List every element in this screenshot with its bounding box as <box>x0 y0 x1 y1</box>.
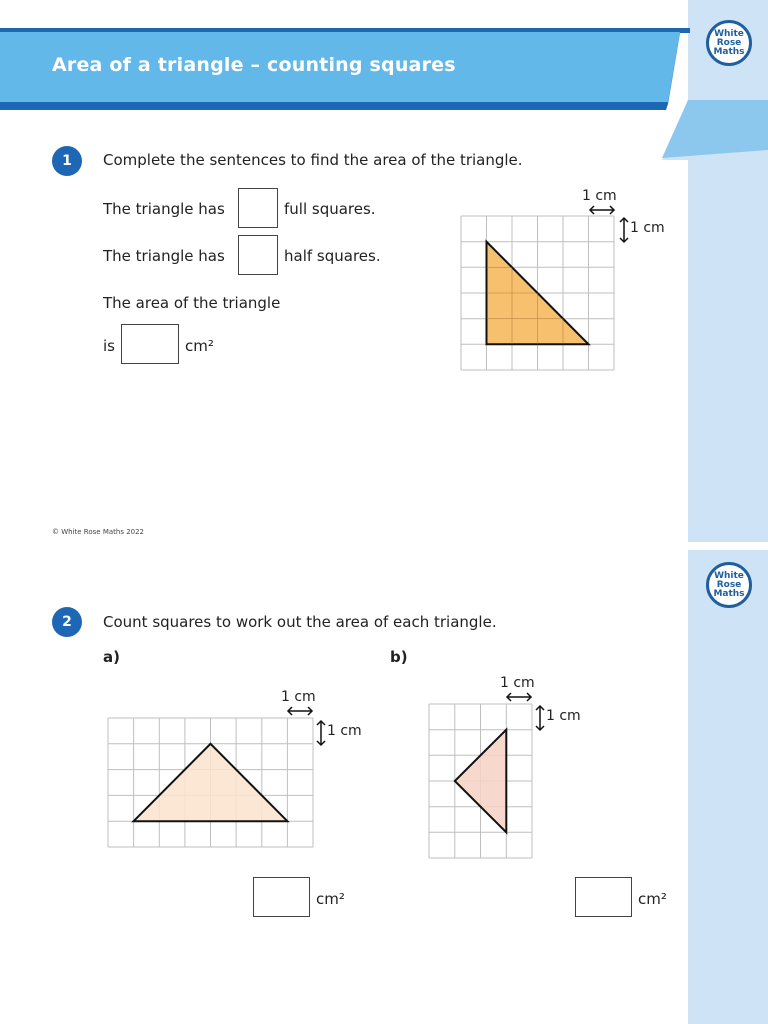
q1-line3: The area of the triangle <box>103 294 281 312</box>
horizontal-arrow-icon <box>505 692 533 702</box>
q1-scale-horizontal-label: 1 cm <box>582 188 617 204</box>
half-squares-answer-box[interactable] <box>238 235 278 275</box>
area-unit-q1: cm² <box>185 337 214 355</box>
white-rose-maths-logo-2: White Rose Maths <box>706 562 752 608</box>
page-separator <box>0 542 688 550</box>
sidebar-gap <box>688 542 768 550</box>
vertical-arrow-icon <box>535 704 545 732</box>
area-unit-q2a: cm² <box>316 890 345 908</box>
horizontal-arrow-icon <box>286 706 314 716</box>
q2-part-b-label: b) <box>390 648 408 666</box>
full-squares-answer-box[interactable] <box>238 188 278 228</box>
q2a-triangle <box>134 744 288 821</box>
q2b-scale-horizontal-label: 1 cm <box>500 675 535 691</box>
q2a-scale-horizontal-label: 1 cm <box>281 689 316 705</box>
q2a-scale-vertical-label: 1 cm <box>327 723 362 739</box>
copyright-text: © White Rose Maths 2022 <box>52 528 145 536</box>
white-rose-maths-logo: White Rose Maths <box>706 20 752 66</box>
q2-part-a-label: a) <box>103 648 120 666</box>
q1-line4-prefix: is <box>103 337 115 355</box>
q1-line1-suffix: full squares. <box>284 200 376 218</box>
q2b-grid-diagram <box>428 703 534 860</box>
q1-grid-diagram <box>460 215 615 372</box>
question-number-1: 1 <box>52 146 82 176</box>
area-unit-q2b: cm² <box>638 890 667 908</box>
q1-line1-prefix: The triangle has <box>103 200 225 218</box>
q2a-grid-diagram <box>107 717 315 849</box>
page-title: Area of a triangle – counting squares <box>52 54 456 76</box>
area-answer-box-q2b[interactable] <box>575 877 632 917</box>
q1-line2-prefix: The triangle has <box>103 247 225 265</box>
area-answer-box-q2a[interactable] <box>253 877 310 917</box>
vertical-arrow-icon <box>619 216 629 244</box>
q1-scale-vertical-label: 1 cm <box>630 220 665 236</box>
question-number-2: 2 <box>52 607 82 637</box>
q2b-scale-vertical-label: 1 cm <box>546 708 581 724</box>
area-answer-box-q1[interactable] <box>121 324 179 364</box>
q1-instruction: Complete the sentences to find the area of the triangle. <box>103 151 523 169</box>
q1-line2-suffix: half squares. <box>284 247 381 265</box>
horizontal-arrow-icon <box>588 205 616 215</box>
vertical-arrow-icon <box>316 719 326 747</box>
q2-instruction: Count squares to work out the area of each triangle. <box>103 613 497 631</box>
